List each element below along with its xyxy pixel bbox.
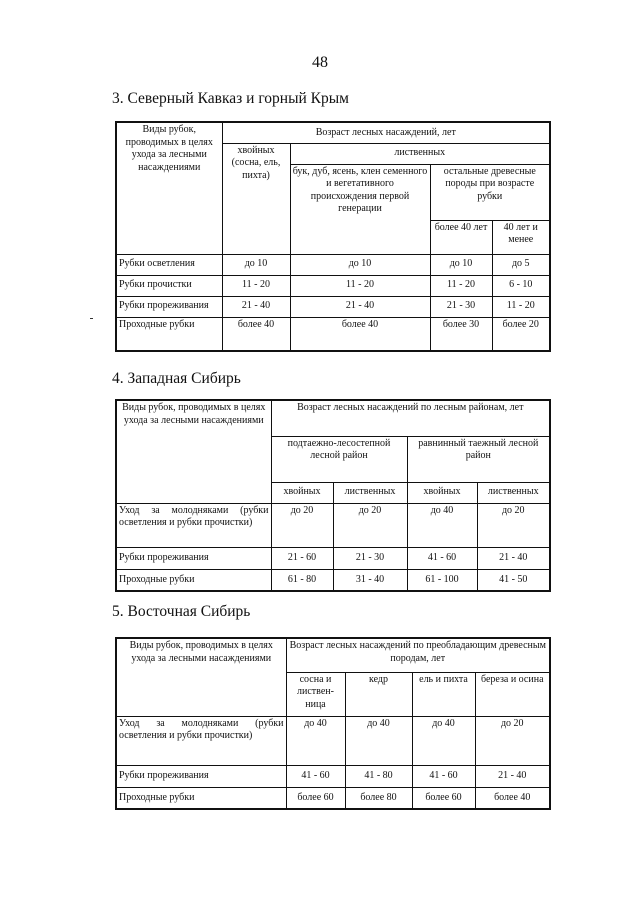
row-name: Рубки прочистки: [116, 275, 222, 296]
cell-value: 41 - 60: [412, 765, 475, 787]
cell-value: 21 - 40: [222, 296, 290, 317]
cell-value: до 10: [290, 254, 430, 275]
header-age: Возраст лесных насаждений по лесным районам, лет: [271, 400, 550, 436]
cell-value: 61 - 80: [271, 569, 333, 591]
table-row: [116, 317, 550, 351]
cell-value: более 60: [412, 787, 475, 809]
header-group-other: остальные древесные породы при возрасте рубки: [430, 164, 550, 220]
row-name: Проходные рубки: [116, 317, 222, 351]
header-species-spruce-fir: ель и пихта: [412, 672, 475, 716]
cell-value: до 10: [430, 254, 492, 275]
table-row: [116, 716, 550, 765]
header-kinds: Виды рубок, проводимых в целях ухода за лесными насаждениями: [116, 122, 222, 254]
header-age: Возраст лесных насаждений, лет: [222, 122, 550, 143]
cell-value: до 5: [492, 254, 550, 275]
cell-value: 11 - 20: [290, 275, 430, 296]
cell-value: более 40: [475, 787, 550, 809]
cell-value: 41 - 50: [477, 569, 550, 591]
header-over-40: более 40 лет: [430, 220, 492, 254]
cell-value: 21 - 60: [271, 547, 333, 569]
cell-value: более 20: [492, 317, 550, 351]
header-conifer-note: (сосна, ель, пихта): [231, 157, 281, 181]
cell-value: 21 - 40: [290, 296, 430, 317]
cell-value: до 10: [222, 254, 290, 275]
cell-value: до 40: [407, 503, 477, 547]
cell-value: более 40: [290, 317, 430, 351]
cell-value: до 40: [286, 716, 345, 765]
header-kinds: Виды рубок, проводимых в целях ухода за лесными насаждениями: [116, 638, 286, 716]
cell-value: 11 - 20: [430, 275, 492, 296]
cell-value: 21 - 40: [477, 547, 550, 569]
header-species-birch-aspen: береза и осина: [475, 672, 550, 716]
cell-value: более 60: [286, 787, 345, 809]
table-east-siberia: [115, 637, 551, 810]
cell-value: до 20: [477, 503, 550, 547]
table-row: [116, 503, 550, 547]
header-age: Возраст лесных насаждений по преобладающим древесным породам, лет: [286, 638, 550, 672]
cell-value: 41 - 60: [407, 547, 477, 569]
header-deciduous: лиственных: [477, 482, 550, 503]
cell-value: 21 - 30: [333, 547, 407, 569]
cell-value: 6 - 10: [492, 275, 550, 296]
margin-mark: [90, 318, 93, 319]
table-row: [116, 547, 550, 569]
header-group-beech-oak: бук, дуб, ясень, клен семенного и вегетативного происхождения первой генерации: [290, 164, 430, 254]
table-row: [116, 569, 550, 591]
header-conifer: [222, 143, 290, 254]
cell-value: 31 - 40: [333, 569, 407, 591]
cell-value: 11 - 20: [222, 275, 290, 296]
row-name: Уход за молодняками (рубки осветления и рубки прочистки): [116, 503, 271, 547]
row-name: Уход за молодняками (рубки осветления и рубки прочистки): [116, 716, 286, 765]
table-west-siberia: [115, 399, 551, 592]
row-name: Рубки прореживания: [116, 547, 271, 569]
row-name: Рубки осветления: [116, 254, 222, 275]
cell-value: до 40: [412, 716, 475, 765]
table-north-caucasus: [115, 121, 551, 352]
row-name: Проходные рубки: [116, 787, 286, 809]
header-conifer: хвойных: [271, 482, 333, 503]
cell-value: 21 - 30: [430, 296, 492, 317]
header-species-cedar: кедр: [345, 672, 412, 716]
header-deciduous: лиственных: [333, 482, 407, 503]
cell-value: до 40: [345, 716, 412, 765]
section-title-west-siberia: 4. Западная Сибирь: [112, 370, 241, 387]
cell-value: 41 - 80: [345, 765, 412, 787]
cell-value: более 40: [222, 317, 290, 351]
cell-value: до 20: [271, 503, 333, 547]
header-conifer-label: хвойных: [237, 144, 275, 156]
table-row: [116, 275, 550, 296]
section-title-north-caucasus: 3. Северный Кавказ и горный Крым: [112, 90, 349, 107]
section-title-east-siberia: 5. Восточная Сибирь: [112, 603, 251, 620]
table-row: [116, 296, 550, 317]
cell-value: до 20: [333, 503, 407, 547]
page-number: 48: [312, 54, 328, 71]
table-row: [116, 254, 550, 275]
header-under-40: 40 лет и менее: [492, 220, 550, 254]
row-name: Рубки прореживания: [116, 765, 286, 787]
cell-value: 11 - 20: [492, 296, 550, 317]
header-region-taiga: равнинный таежный лесной район: [407, 436, 550, 482]
row-name: Рубки прореживания: [116, 296, 222, 317]
header-deciduous: лиственных: [290, 143, 550, 164]
table-row: [116, 765, 550, 787]
header-conifer: хвойных: [407, 482, 477, 503]
header-region-forest-steppe: подтаежно-лесостепной лесной район: [271, 436, 407, 482]
header-kinds: Виды рубок, проводимых в целях ухода за лесными насаждениями: [116, 400, 271, 503]
table-row: [116, 787, 550, 809]
row-name: Проходные рубки: [116, 569, 271, 591]
cell-value: 61 - 100: [407, 569, 477, 591]
header-species-pine-larch: сосна и листвен-ница: [286, 672, 345, 716]
cell-value: более 30: [430, 317, 492, 351]
cell-value: 41 - 60: [286, 765, 345, 787]
cell-value: более 80: [345, 787, 412, 809]
cell-value: 21 - 40: [475, 765, 550, 787]
cell-value: до 20: [475, 716, 550, 765]
